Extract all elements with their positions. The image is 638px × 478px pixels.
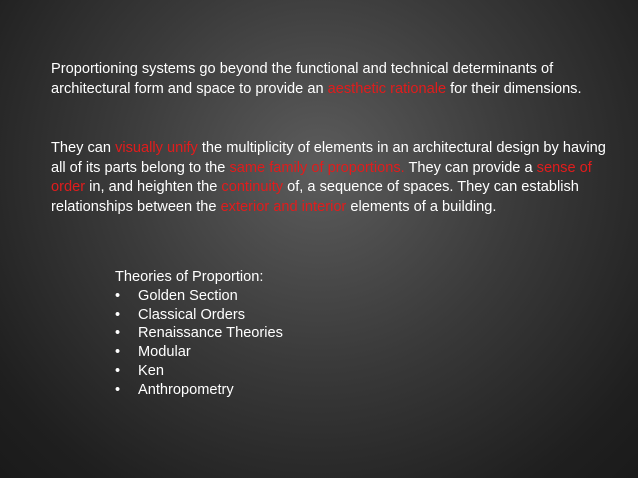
highlight-visually-unify: visually unify xyxy=(115,140,198,156)
functions-text-2: the multiplicity of elements in an architectural design by having all of its parts belong to the xyxy=(51,140,606,176)
bullet-icon: • xyxy=(115,362,121,379)
functions-text-3: They can provide a xyxy=(404,159,537,176)
highlight-same-family: same family of proportions. xyxy=(229,159,405,176)
theory-item-renaissance-theories xyxy=(115,324,283,343)
theory-label: Anthropometry xyxy=(138,381,234,398)
intro-text-1: Proportioning systems go beyond the functional and technical determinants of architectural form and space to provide an xyxy=(51,61,554,97)
highlight-exterior-interior: exterior and interior xyxy=(220,199,347,216)
functions-text-5: of, a sequence of spaces. They can establish relationships between the xyxy=(51,179,579,216)
highlight-continuity: continuity xyxy=(221,179,284,196)
functions-text-6: elements of a building. xyxy=(346,199,497,216)
functions-text-4: in, and heighten the xyxy=(85,179,222,196)
theory-label: Renaissance Theories xyxy=(138,325,283,342)
theory-item-classical-orders xyxy=(115,306,283,325)
bullet-icon: • xyxy=(115,306,121,323)
intro-text-2: for their dimensions. xyxy=(446,80,582,97)
functions-paragraph xyxy=(51,139,611,218)
theory-label: Classical Orders xyxy=(138,306,246,323)
theories-list-block xyxy=(115,268,283,400)
bullet-icon: • xyxy=(115,287,121,304)
bullet-icon: • xyxy=(115,381,121,398)
bullet-icon: • xyxy=(115,325,121,342)
theory-item-modular xyxy=(115,343,283,362)
functions-text-1: They can xyxy=(51,140,116,156)
bullet-icon: • xyxy=(115,344,121,361)
theory-item-golden-section xyxy=(115,287,283,306)
highlight-aesthetic-rationale: aesthetic rationale xyxy=(327,80,447,97)
theories-list xyxy=(115,287,283,400)
theories-title: Theories of Proportion: xyxy=(115,269,264,285)
intro-paragraph xyxy=(51,60,611,99)
theory-label: Ken xyxy=(138,362,164,379)
theory-label: Modular xyxy=(138,344,191,361)
theory-item-ken xyxy=(115,362,283,381)
theory-label: Golden Section xyxy=(138,287,238,304)
theory-item-anthropometry xyxy=(115,381,283,400)
highlight-sense-of-order: sense of order xyxy=(51,159,592,196)
